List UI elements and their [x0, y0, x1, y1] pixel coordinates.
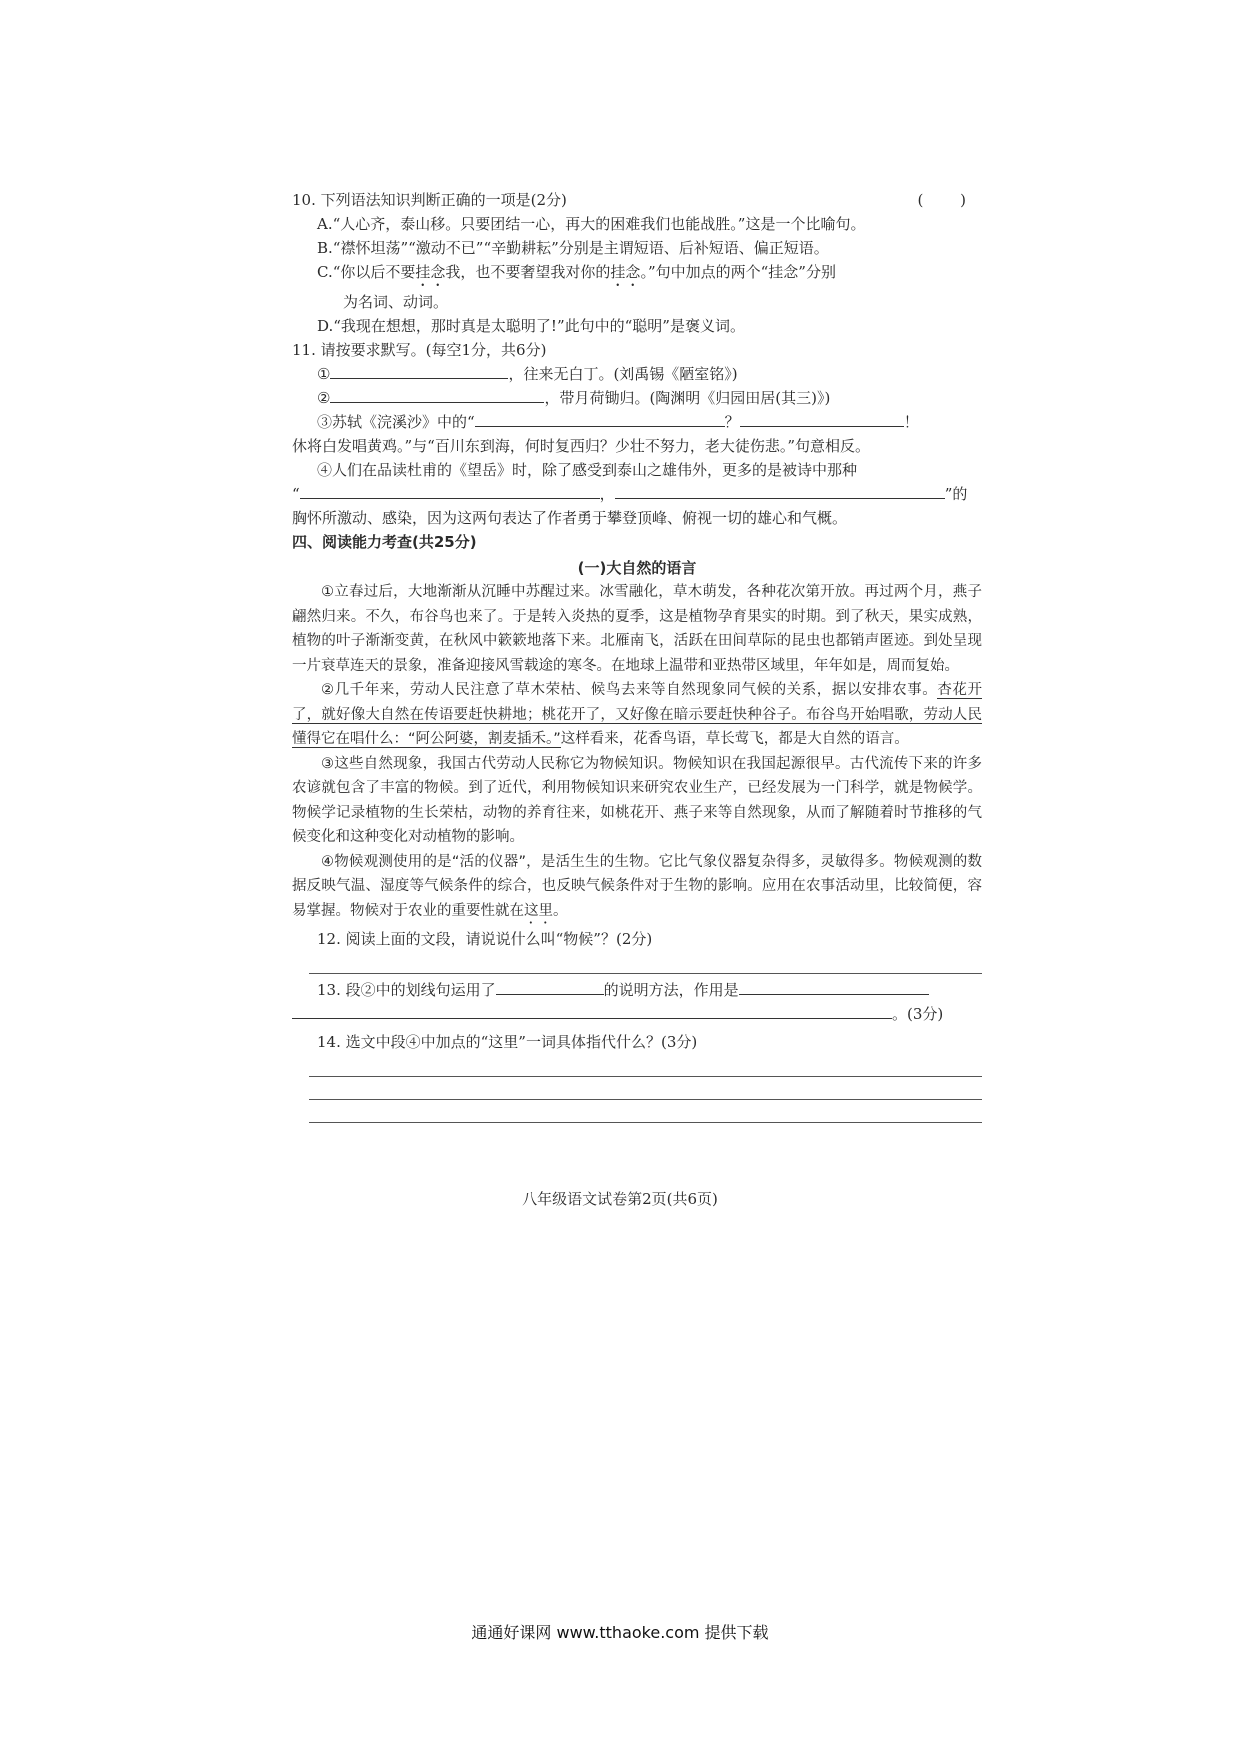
q13-points: 。(3分): [892, 1004, 944, 1023]
p4-text-a: ④物候观测使用的是“活的仪器”，是活生生的生物。它比气象仪器复杂得多，灵敏得多。物候观测的数据反映气温、湿度等气候条件的综合，也反映气候条件对于生物的影响。应用在农事活动里，比较简便，容易掌握。物候对于农业的重要性就在: [292, 853, 982, 919]
q10-c-text-2: 我，也不要奢望我对你的: [445, 263, 611, 281]
p4-dotted-word: 这里: [524, 902, 553, 919]
q11-item-3-exclamation: ！: [903, 413, 919, 431]
passage-paragraph-4: [292, 850, 982, 927]
q11-item-4-open-quote: “: [292, 485, 300, 503]
q13-line-2: [292, 1002, 982, 1026]
page-footer: 八年级语文试卷第2页(共6页): [522, 1190, 718, 1208]
q14-answer-line-3[interactable]: [309, 1100, 982, 1123]
q13-line: [292, 978, 982, 1002]
q11-item-4-cont: 胸怀所激动、感染，因为这两句表达了作者勇于攀登顶峰、俯视一切的雄心和气概。: [292, 509, 848, 527]
q11-item-2: [292, 386, 982, 410]
q11-item-4-comma: ，: [599, 485, 615, 503]
q10-answer-bracket: ( ): [917, 191, 982, 209]
q10-option-c: [292, 260, 982, 290]
q11-blank-4[interactable]: [740, 410, 904, 427]
p2-text-b: 这样看来，花香鸟语，草长莺飞，都是大自然的语言。: [560, 731, 909, 747]
q11-item-2-text: ，带月荷锄归。(陶渊明《归园田居(其三)》): [544, 389, 831, 407]
q11-blank-5[interactable]: [300, 482, 600, 499]
q13-blank-effect-cont[interactable]: [292, 1002, 892, 1019]
p2-text-a: ②几千年来，劳动人民注意了草木荣枯、候鸟去来等自然现象同气候的关系，据以安排农事。: [321, 682, 938, 698]
q12-answer-line[interactable]: [309, 951, 982, 974]
passage-paragraph-1: ①立春过后，大地渐渐从沉睡中苏醒过来。冰雪融化，草木萌发，各种花次第开放。再过两个月，燕子翩然归来。不久，布谷鸟也来了。于是转入炎热的夏季，这是植物孕育果实的时期。到了秋天，果实成熟，植物的叶子渐渐变黄，在秋风中簌簌地落下来。北雁南飞，活跃在田间草际的昆虫也都销声匿迹。到处呈现一片衰草连天的景象，准备迎接风雪载途的寒冬。在地球上温带和亚热带区域里，年年如是，周而复始。: [292, 584, 982, 674]
q11-item-4-close-quote: ”的: [944, 485, 968, 503]
q11-blank-6[interactable]: [615, 482, 945, 499]
q11-item-1-text: ，往来无白丁。(刘禹锡《陋室铭》): [508, 365, 738, 383]
q10-option-c-cont: 为名词、动词。: [343, 293, 449, 311]
q11-item-3-question-mark: ？: [724, 413, 740, 431]
q10-c-dotted-word-1: 挂念: [415, 263, 446, 281]
q13-blank-effect[interactable]: [739, 978, 929, 995]
q11-blank-2[interactable]: [330, 386, 544, 403]
q14-answer-line-1[interactable]: [309, 1054, 982, 1077]
q11-item-1-num: ①: [317, 365, 331, 383]
q14-answer-line-2[interactable]: [309, 1077, 982, 1100]
exam-content: [292, 188, 982, 1123]
q10-c-text-1: C.“你以后不要: [317, 263, 416, 281]
download-watermark: 通通好课网 www.tthaoke.com 提供下载: [471, 1623, 769, 1642]
p2-underlined-sentence: 杏花开了，就好像大自然在传语要赶快耕地；桃花开了，又好像在暗示要赶快种谷子。布谷鸟开始唱歌，劳动人民懂得它在唱什么：“阿公阿婆，割麦插禾。”: [292, 682, 982, 747]
p4-text-end: 。: [553, 902, 568, 919]
q11-item-4-blanks: [292, 482, 982, 506]
q10-c-text-3: 。”句中加点的两个“挂念”分别: [640, 263, 836, 281]
q10-option-b: B.“襟怀坦荡”“激动不已”“辛勤耕耘”分别是主谓短语、后补短语、偏正短语。: [317, 239, 829, 257]
q11-blank-1[interactable]: [330, 362, 508, 379]
q11-item-3: [292, 410, 982, 434]
q13-text-1: 13. 段②中的划线句运用了: [317, 980, 496, 999]
q10-stem-line: [292, 188, 982, 212]
q11-blank-3[interactable]: [475, 410, 725, 427]
passage-body: [292, 580, 982, 927]
q13-blank-method[interactable]: [496, 978, 604, 995]
q11-stem: 11. 请按要求默写。(每空1分，共6分): [292, 341, 547, 359]
q11-item-3-cont: 休将白发唱黄鸡。”与“百川东到海，何时复西归？少壮不努力，老大徒伤悲。”句意相反。: [292, 437, 871, 455]
q11-item-3-text: ③苏轼《浣溪沙》中的“: [317, 413, 475, 431]
q11-item-4: ④人们在品读杜甫的《望岳》时，除了感受到泰山之雄伟外，更多的是被诗中那种: [317, 461, 858, 479]
q14-stem: 14. 选文中段④中加点的“这里”一词具体指代什么？(3分): [317, 1032, 698, 1051]
q11-item-1: [292, 362, 982, 386]
section-4-title: 四、阅读能力考查(共25分): [292, 533, 477, 551]
passage-paragraph-2: [292, 678, 982, 752]
q10-option-d: D.“我现在想想，那时真是太聪明了!”此句中的“聪明”是褒义词。: [317, 317, 745, 335]
passage-paragraph-3: ③这些自然现象，我国古代劳动人民称它为物候知识。物候知识在我国起源很早。古代流传下来的许多农谚就包含了丰富的物候。到了近代，利用物候知识来研究农业生产，已经发展为一门科学，就是物候学。物候学记录植物的生长荣枯，动物的养育往来，如桃花开、燕子来等自然现象，从而了解随着时节推移的气候变化和这种变化对动植物的影响。: [292, 755, 982, 845]
q10-c-dotted-word-2: 挂念: [610, 263, 641, 281]
q10-stem: 10. 下列语法知识判断正确的一项是(2分): [292, 191, 567, 209]
q11-item-2-num: ②: [317, 389, 331, 407]
q13-text-2: 的说明方法，作用是: [603, 980, 739, 999]
q10-option-a: A.“人心齐，泰山移。只要团结一心，再大的困难我们也能战胜。”这是一个比喻句。: [317, 215, 866, 233]
passage-title: (一)大自然的语言: [577, 559, 697, 577]
q12-stem: 12. 阅读上面的文段，请说说什么叫“物候”？(2分): [317, 929, 653, 948]
